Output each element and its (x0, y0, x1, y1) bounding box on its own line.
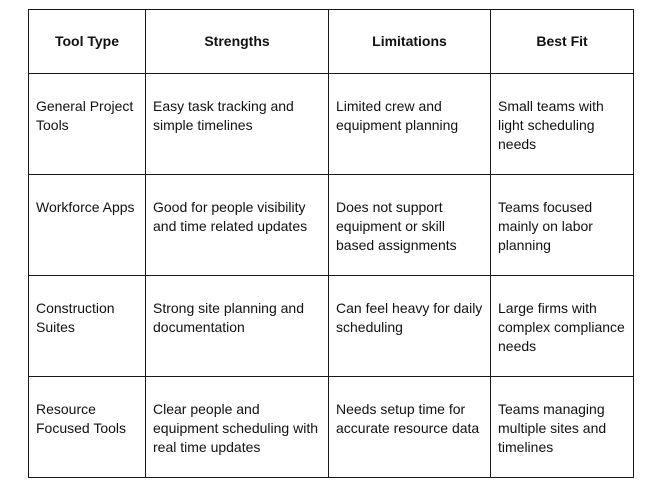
table-row (29, 276, 634, 377)
cell-tool-type: Construction Suites (29, 276, 146, 377)
cell-best-fit: Small teams with light scheduling needs (491, 74, 634, 175)
cell-best-fit: Teams focused mainly on labor planning (491, 175, 634, 276)
header-strengths: Strengths (146, 10, 329, 74)
cell-best-fit: Large firms with complex compliance needs (491, 276, 634, 377)
header-best-fit: Best Fit (491, 10, 634, 74)
tool-comparison-table (28, 9, 634, 478)
cell-strengths: Easy task tracking and simple timelines (146, 74, 329, 175)
cell-tool-type: General Project Tools (29, 74, 146, 175)
cell-tool-type: Resource Focused Tools (29, 377, 146, 478)
cell-limitations: Needs setup time for accurate resource data (329, 377, 491, 478)
cell-tool-type: Workforce Apps (29, 175, 146, 276)
table-row (29, 377, 634, 478)
cell-strengths: Strong site planning and documentation (146, 276, 329, 377)
header-row (29, 10, 634, 74)
table-header (29, 10, 634, 74)
header-tool-type: Tool Type (29, 10, 146, 74)
cell-strengths: Clear people and equipment scheduling with real time updates (146, 377, 329, 478)
cell-limitations: Can feel heavy for daily scheduling (329, 276, 491, 377)
table-row (29, 175, 634, 276)
cell-limitations: Limited crew and equipment planning (329, 74, 491, 175)
table-row (29, 74, 634, 175)
cell-best-fit: Teams managing multiple sites and timelines (491, 377, 634, 478)
header-limitations: Limitations (329, 10, 491, 74)
cell-limitations: Does not support equipment or skill based assignments (329, 175, 491, 276)
cell-strengths: Good for people visibility and time related updates (146, 175, 329, 276)
table-body (29, 74, 634, 478)
